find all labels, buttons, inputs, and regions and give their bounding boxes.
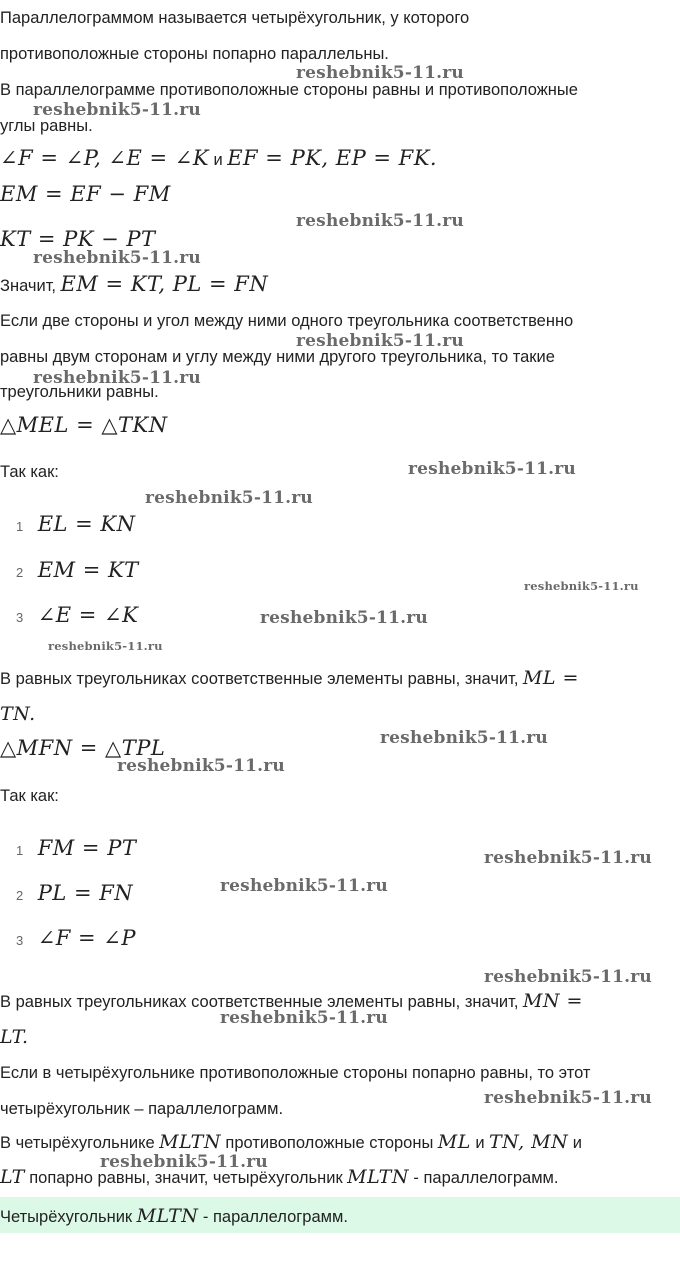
sides-equation: EF = PK, EP = FK.	[227, 146, 438, 170]
conjunction-and: и	[213, 151, 223, 169]
list-equation: ∠E = ∠K	[37, 603, 139, 627]
watermark: reshebnik5-11.ru	[220, 1008, 388, 1028]
answer-line	[0, 1205, 348, 1227]
rule-line-3: треугольники равны.	[0, 383, 159, 401]
final-text: - параллелограмм.	[413, 1169, 559, 1187]
conclusion-2-line-2: LT.	[0, 1026, 29, 1048]
list-equation: EL = KN	[37, 512, 136, 536]
conclusion-2-math: MN =	[522, 990, 583, 1012]
watermark: reshebnik5-11.ru	[296, 211, 464, 231]
list-item	[16, 603, 138, 627]
angles-equation: ∠F = ∠P, ∠E = ∠K	[0, 146, 210, 170]
final-text: В четырёхугольнике	[0, 1134, 155, 1152]
em-equation: EM = EF − FM	[0, 182, 171, 206]
conclusion-1-line-2: TN.	[0, 703, 36, 725]
conclusion-1-text: В равных треугольниках соответственные элементы равны, значит,	[0, 670, 519, 688]
list-equation: PL = FN	[37, 881, 134, 905]
conclusion-2-text: В равных треугольниках соответственные элементы равны, значит,	[0, 993, 519, 1011]
final-math: MLTN	[347, 1166, 409, 1188]
list-number: 1	[16, 843, 24, 858]
watermark: reshebnik5-11.ru	[145, 488, 313, 508]
rule-line-4: Если в четырёхугольнике противоположные стороны попарно равны, то этот	[0, 1064, 591, 1082]
list-equation: ∠F = ∠P	[37, 926, 137, 950]
list-item	[16, 881, 133, 905]
hence-line	[0, 272, 268, 296]
final-math: TN, MN	[488, 1131, 569, 1153]
watermark: reshebnik5-11.ru	[380, 728, 548, 748]
triangle-equality-1: △MEL = △TKN	[0, 413, 168, 437]
rule-line-1: Если две стороны и угол между ними одного треугольника соответственно	[0, 312, 574, 330]
final-math: MLTN	[159, 1131, 221, 1153]
final-line-2	[0, 1166, 558, 1188]
final-text: и	[572, 1134, 582, 1152]
watermark: reshebnik5-11.ru	[220, 876, 388, 896]
rule-line-2: равны двум сторонам и углу между ними другого треугольника, то такие	[0, 348, 555, 366]
watermark: reshebnik5-11.ru	[33, 248, 201, 268]
final-text: попарно равны, значит, четырёхугольник	[29, 1169, 343, 1187]
watermark: reshebnik5-11.ru	[296, 63, 464, 83]
answer-text: Четырёхугольник	[0, 1208, 133, 1226]
property-line-2: углы равны.	[0, 117, 93, 135]
watermark: reshebnik5-11.ru	[100, 1152, 268, 1172]
since-label-2: Так как:	[0, 787, 59, 805]
answer-box	[0, 1197, 680, 1233]
final-math: ML	[437, 1131, 471, 1153]
conclusion-1-math: ML =	[522, 667, 579, 689]
hence-label: Значит,	[0, 277, 57, 295]
hence-equation: EM = KT, PL = FN	[60, 272, 269, 296]
watermark: reshebnik5-11.ru	[484, 1088, 652, 1108]
answer-math: MLTN	[136, 1205, 199, 1227]
conclusion-1-line-1	[0, 667, 579, 689]
kt-equation: KT = PK − PT	[0, 227, 156, 251]
list-number: 3	[16, 610, 24, 625]
property-line-1: В параллелограмме противоположные стороны равны и противоположные	[0, 81, 578, 99]
watermark: reshebnik5-11.ru	[117, 756, 285, 776]
list-number: 1	[16, 519, 24, 534]
final-line-1	[0, 1131, 582, 1153]
watermark: reshebnik5-11.ru	[484, 967, 652, 987]
list-item	[16, 512, 135, 536]
definition-line-2: противоположные стороны попарно параллельны.	[0, 45, 389, 63]
list-item	[16, 836, 136, 860]
list-equation: EM = KT	[37, 558, 139, 582]
final-text: противоположные стороны	[225, 1134, 434, 1152]
watermark: reshebnik5-11.ru	[408, 459, 576, 479]
list-number: 2	[16, 565, 24, 580]
definition-line-1: Параллелограммом называется четырёхугольник, у которого	[0, 9, 470, 27]
final-math: LT	[0, 1166, 25, 1188]
triangle-equality-2: △MFN = △TPL	[0, 736, 166, 760]
watermark: reshebnik5-11.ru	[296, 331, 464, 351]
list-number: 3	[16, 933, 24, 948]
watermark: reshebnik5-11.ru	[260, 608, 428, 628]
rule-line-5: четырёхугольник – параллелограмм.	[0, 1100, 284, 1118]
watermark: reshebnik5-11.ru	[484, 848, 652, 868]
answer-text: - параллелограмм.	[202, 1208, 348, 1226]
list-equation: FM = PT	[37, 836, 137, 860]
watermark: reshebnik5-11.ru	[524, 579, 639, 593]
watermark: reshebnik5-11.ru	[48, 639, 163, 653]
list-item	[16, 926, 136, 950]
list-item	[16, 558, 139, 582]
watermark: reshebnik5-11.ru	[33, 368, 201, 388]
final-text: и	[475, 1134, 485, 1152]
since-label-1: Так как:	[0, 463, 59, 481]
watermark: reshebnik5-11.ru	[33, 100, 201, 120]
angles-equation-line	[0, 146, 437, 170]
list-number: 2	[16, 888, 24, 903]
